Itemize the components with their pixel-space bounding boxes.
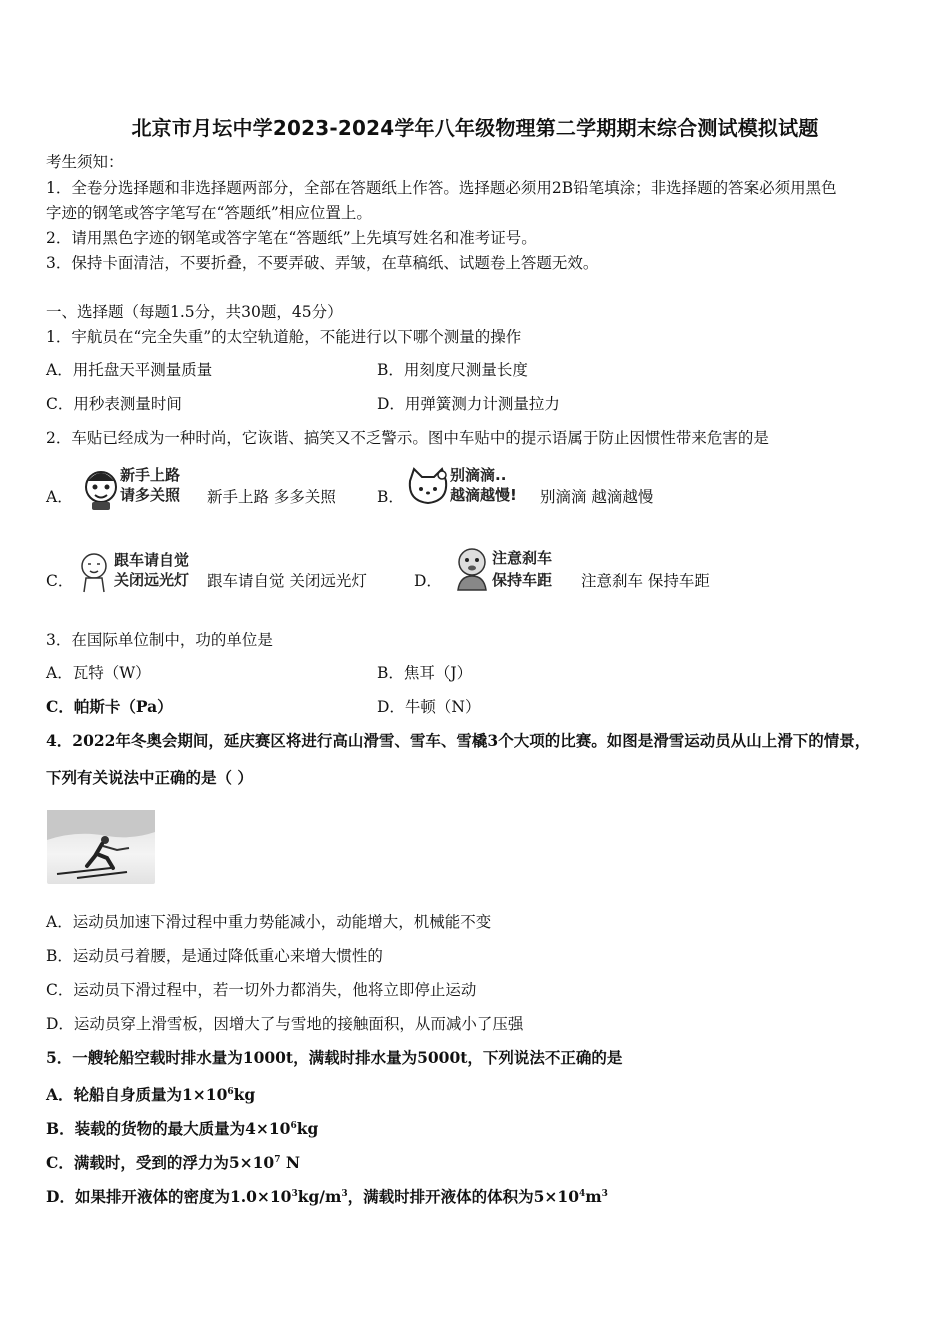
q1-option-c: C．用秒表测量时间 [46,395,182,413]
q3-option-a: A．瓦特（W） [46,664,151,682]
question-2-stem: 2．车贴已经成为一种时尚，它诙谐、搞笑又不乏警示。图中车贴中的提示语属于防止因惯性带来危害的是 [46,429,769,447]
q2-b-sticker-line2: 越滴越慢! [450,486,517,504]
q3-option-d: D．牛顿（N） [377,698,481,716]
q2-option-a-label: A． [46,488,73,506]
q2-d-sticker-line2: 保持车距 [492,571,553,589]
q4-option-d: D．运动员穿上滑雪板，因增大了与雪地的接触面积，从而减小了压强 [46,1015,524,1033]
question-5-stem: 5．一艘轮船空载时排水量为1000t，满载时排水量为5000t，下列说法不正确的是 [46,1048,623,1067]
q5-option-a: A．轮船自身质量为$1\times 10^6kg$ [46,1085,256,1104]
baby-icon [82,463,120,511]
q4-option-b: B．运动员弓着腰，是通过降低重心来增大惯性的 [46,947,383,965]
q2-option-b-caption: 别滴滴 越滴越慢 [540,488,654,506]
baby-driver-icon [452,546,492,592]
question-4-stem-line1: 4．2022年冬奥会期间，延庆赛区将进行高山滑雪、雪车、雪橇3个大项的比赛。如图是滑雪运动员从山上滑下的情景， [46,731,871,750]
q5-option-d: D．如果排开液体的密度为$1.0\times 10^3kg/m^3$，满载时排开液体的体积为$5\times 10^4m^3$ [46,1187,608,1206]
skier-photo [47,810,155,884]
q2-option-b-sticker [406,465,536,509]
q5-option-b: B．装载的货物的最大质量为$4\times 10^6kg$ [46,1119,319,1138]
page-title: 北京市月坛中学2023-2024学年八年级物理第二学期期末综合测试模拟试题 [131,116,819,140]
skier-icon [47,810,155,884]
q5-option-c: C．满载时，受到的浮力为$5\times 10^7$ N [46,1153,301,1172]
q2-option-a-caption: 新手上路 多多关照 [207,488,336,506]
q2-option-d-caption: 注意刹车 保持车距 [581,572,710,590]
q2-a-sticker-line2: 请多关照 [120,486,181,504]
notice-item: 2．请用黑色字迹的钢笔或答字笔在“答题纸”上先填写姓名和准考证号。 [46,229,537,247]
question-1-stem: 1．宇航员在“完全失重”的太空轨道舱，不能进行以下哪个测量的操作 [46,328,522,346]
notice-item: 1．全卷分选择题和非选择题两部分，全部在答题纸上作答。选择题必须用2B铅笔填涂；非选择题的答案必须用黑色 [46,179,837,197]
notice-heading: 考生须知： [46,153,124,171]
q2-option-d-sticker [452,546,574,594]
q2-option-c-sticker [76,550,204,594]
question-3-stem: 3．在国际单位制中，功的单位是 [46,631,273,649]
q4-option-c: C．运动员下滑过程中，若一切外力都消失，他将立即停止运动 [46,981,477,999]
q2-option-c-caption: 跟车请自觉 关闭远光灯 [207,572,367,590]
q2-option-b-label: B． [377,488,404,506]
q2-option-c-label: C． [46,572,74,590]
q3-option-c: C．帕斯卡（Pa） [46,697,173,716]
q2-option-d-label: D． [414,572,442,590]
notice-item: 3．保持卡面清洁，不要折叠，不要弄破、弄皱，在草稿纸、试题卷上答题无效。 [46,254,599,272]
q1-option-b: B．用刻度尺测量长度 [377,361,528,379]
question-4-stem-line2: 下列有关说法中正确的是（ ） [46,768,253,787]
q2-a-sticker-line1: 新手上路 [120,466,181,484]
q2-c-sticker-line2: 关闭远光灯 [114,571,190,589]
q2-c-sticker-line1: 跟车请自觉 [114,551,190,569]
q4-option-a: A．运动员加速下滑过程中重力势能减小，动能增大，机械能不变 [46,913,492,931]
q2-b-sticker-line1: 别滴滴.. [450,466,507,484]
q2-d-sticker-line1: 注意刹车 [492,549,553,567]
notice-item: 字迹的钢笔或答字笔写在“答题纸”相应位置上。 [46,204,372,222]
q2-option-a-sticker [82,463,200,511]
cat-icon [406,467,450,507]
kid-icon [76,550,112,594]
section-heading: 一、选择题（每题1.5分，共30题，45分） [46,303,343,321]
q3-option-b: B．焦耳（J） [377,664,473,682]
q1-option-a: A．用托盘天平测量质量 [46,361,213,379]
q1-option-d: D．用弹簧测力计测量拉力 [377,395,560,413]
